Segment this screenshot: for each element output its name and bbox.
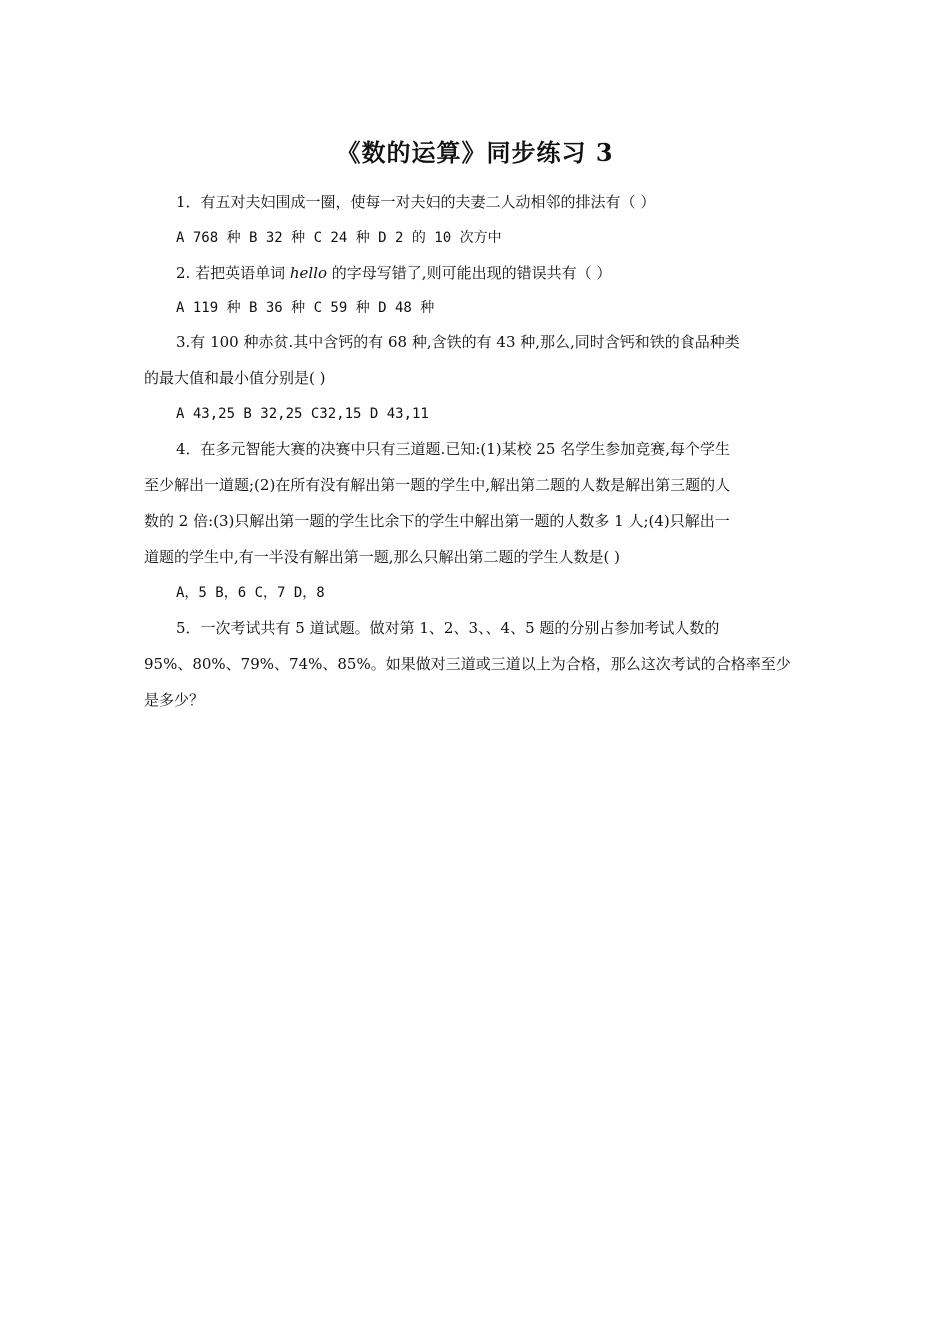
question-2-options: A 119 种 B 36 种 C 59 种 D 48 种 bbox=[176, 300, 435, 316]
question-4-text-line-1: 4．在多元智能大赛的决赛中只有三道题.已知:(1)某校 25 名学生参加竞赛,每个学生 bbox=[176, 440, 731, 458]
question-5-text-line-2: 95%、80%、79%、74%、85%。如果做对三道或三道以上为合格，那么这次考试的合格率至少 bbox=[144, 655, 791, 673]
question-1-options: A 768 种 B 32 种 C 24 种 D 2 的 10 次方中 bbox=[176, 230, 502, 246]
question-4-options: A，5 B，6 C，7 D，8 bbox=[176, 585, 325, 601]
question-5-text-line-3: 是多少？ bbox=[144, 691, 205, 709]
question-3-text-line-2: 的最大值和最小值分别是( ) bbox=[144, 369, 326, 387]
question-1-text: 1．有五对夫妇围成一圈，使每一对夫妇的夫妻二人动相邻的排法有（ ） bbox=[176, 193, 656, 211]
question-5-text-line-1: 5．一次考试共有 5 道试题。做对第 1、2、3、、4、5 题的分别占参加考试人数的 bbox=[176, 619, 720, 637]
question-2-suffix: 的字母写错了,则可能出现的错误共有（ ） bbox=[327, 264, 612, 282]
question-2-prefix: 2. 若把英语单词 bbox=[176, 264, 290, 282]
question-2-text bbox=[176, 262, 611, 284]
question-4-text-line-4: 道题的学生中,有一半没有解出第一题,那么只解出第二题的学生人数是( ) bbox=[144, 548, 621, 566]
page-title: 《数的运算》同步练习 3 bbox=[336, 138, 614, 167]
question-4-text-line-2: 至少解出一道题;(2)在所有没有解出第一题的学生中,解出第二题的人数是解出第三题的人 bbox=[144, 476, 731, 494]
question-3-options: A 43,25 B 32,25 C32,15 D 43,11 bbox=[176, 406, 429, 422]
question-2-word: hello bbox=[289, 264, 328, 282]
question-4-text-line-3: 数的 2 倍:(3)只解出第一题的学生比余下的学生中解出第一题的人数多 1 人;(4)只解出一 bbox=[144, 512, 730, 530]
question-3-text-line-1: 3.有 100 种赤贫.其中含钙的有 68 种,含铁的有 43 种,那么,同时含钙和铁的食品种类 bbox=[176, 333, 740, 351]
